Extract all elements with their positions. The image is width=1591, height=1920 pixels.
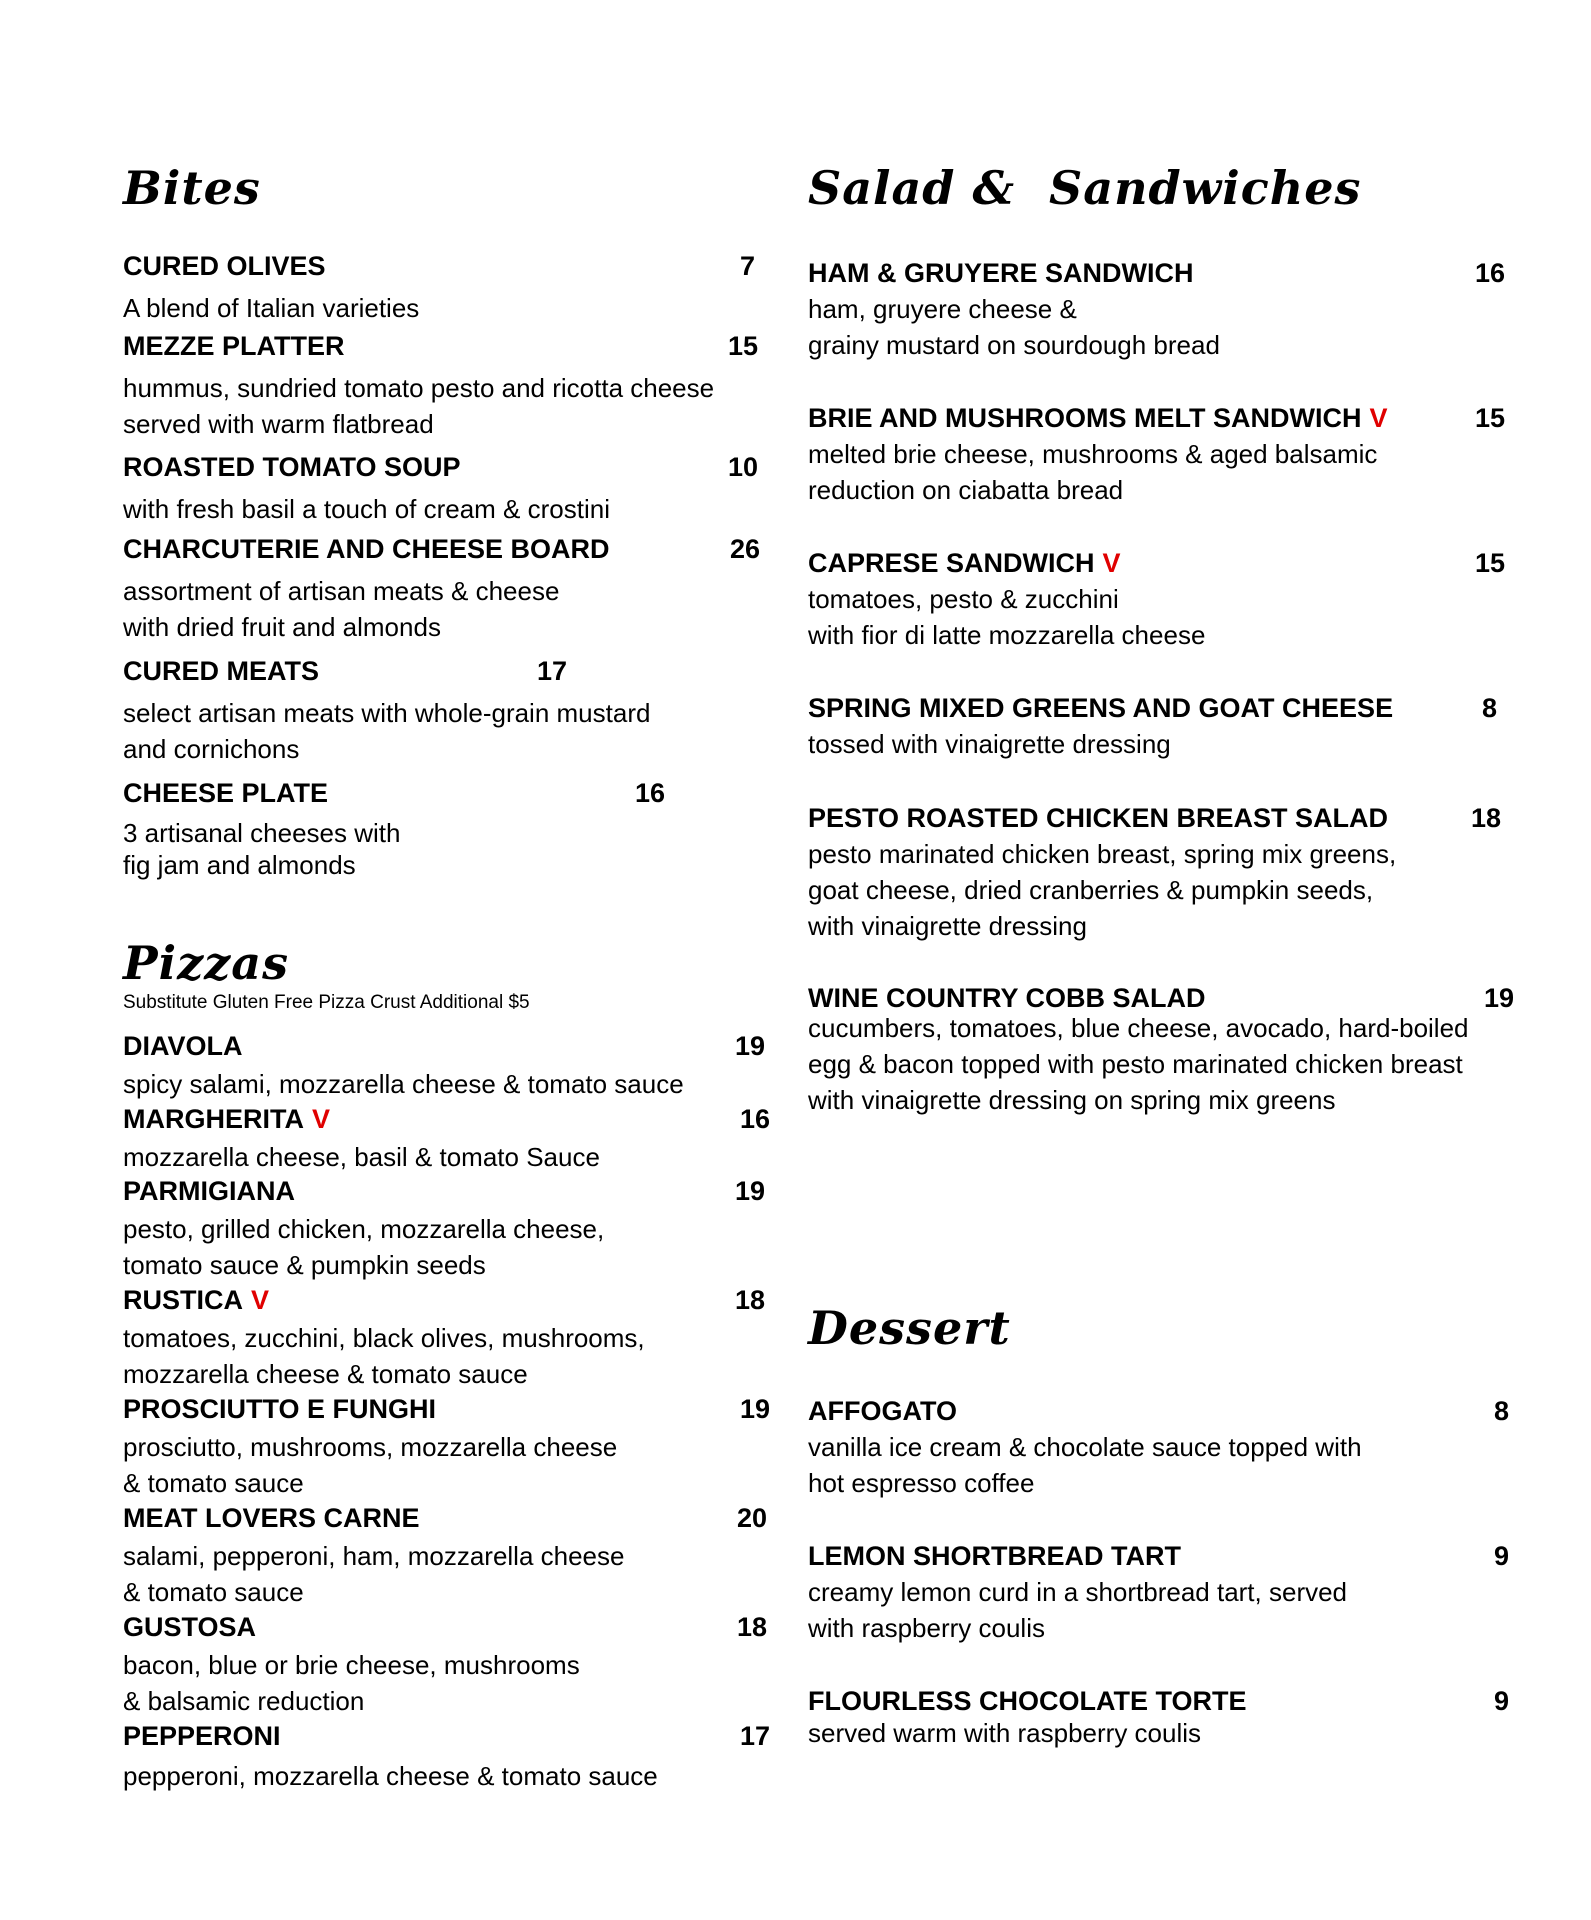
item-price: 15: [1475, 403, 1506, 433]
item-name: CURED MEATS: [123, 656, 320, 686]
item-price: 9: [1494, 1541, 1510, 1571]
item-price: 16: [1475, 258, 1506, 288]
vegetarian-marker: V: [311, 1104, 330, 1134]
item-price: 8: [1494, 1396, 1510, 1426]
item-price: 26: [730, 534, 761, 564]
item-price: 17: [537, 656, 568, 686]
item-name: GUSTOSA: [123, 1612, 257, 1642]
item-name: MARGHERITA V: [123, 1104, 330, 1134]
item-price: 18: [735, 1285, 766, 1315]
item-price: 19: [735, 1176, 766, 1206]
item-name: RUSTICA V: [123, 1285, 270, 1315]
item-name: DIAVOLA: [123, 1031, 243, 1061]
vegetarian-marker: V: [251, 1285, 270, 1315]
item-description: pepperoni, mozzarella cheese & tomato sauce: [123, 1761, 658, 1791]
item-description: 3 artisanal cheeses with fig jam and almonds: [123, 818, 401, 880]
item-name: HAM & GRUYERE SANDWICH: [808, 258, 1194, 288]
item-description: tomatoes, zucchini, black olives, mushrooms, mozzarella cheese & tomato sauce: [123, 1323, 645, 1389]
item-name: PEPPERONI: [123, 1721, 281, 1751]
item-name: BRIE AND MUSHROOMS MELT SANDWICH V: [808, 403, 1388, 433]
bites-title: Bites: [123, 161, 261, 215]
item-price: 10: [728, 452, 759, 482]
item-description: vanilla ice cream & chocolate sauce topped with hot espresso coffee: [808, 1432, 1362, 1498]
item-price: 18: [1471, 803, 1502, 833]
item-price: 18: [737, 1612, 768, 1642]
item-description: ham, gruyere cheese & grainy mustard on sourdough bread: [808, 294, 1220, 360]
item-description: creamy lemon curd in a shortbread tart, served with raspberry coulis: [808, 1577, 1348, 1643]
item-description: melted brie cheese, mushrooms & aged balsamic reduction on ciabatta bread: [808, 439, 1378, 505]
item-description: bacon, blue or brie cheese, mushrooms & balsamic reduction: [123, 1650, 580, 1716]
item-description: pesto, grilled chicken, mozzarella cheese, tomato sauce & pumpkin seeds: [123, 1214, 605, 1280]
item-name: CAPRESE SANDWICH V: [808, 548, 1121, 578]
item-description: A blend of Italian varieties: [123, 293, 420, 323]
item-description: tomatoes, pesto & zucchini with fior di latte mozzarella cheese: [808, 584, 1206, 650]
item-description: hummus, sundried tomato pesto and ricotta cheese served with warm flatbread: [123, 373, 715, 439]
item-description: pesto marinated chicken breast, spring mix greens, goat cheese, dried cranberries & pumpkin seeds, with vinaigrette dressing: [808, 839, 1397, 941]
item-price: 15: [728, 331, 759, 361]
item-price: 9: [1494, 1686, 1510, 1716]
item-description: salami, pepperoni, ham, mozzarella cheese & tomato sauce: [123, 1541, 625, 1607]
item-name: LEMON SHORTBREAD TART: [808, 1541, 1181, 1571]
item-name: AFFOGATO: [808, 1396, 957, 1426]
item-price: 17: [740, 1721, 771, 1751]
salads-title: Salad & Sandwiches: [808, 161, 1362, 215]
item-description: spicy salami, mozzarella cheese & tomato sauce: [123, 1069, 684, 1099]
item-price: 8: [1482, 693, 1498, 723]
item-name: CURED OLIVES: [123, 251, 326, 281]
item-description: prosciutto, mushrooms, mozzarella cheese & tomato sauce: [123, 1432, 618, 1498]
item-name: MEAT LOVERS CARNE: [123, 1503, 420, 1533]
vegetarian-marker: V: [1369, 403, 1388, 433]
item-description: served warm with raspberry coulis: [808, 1718, 1202, 1748]
item-description: select artisan meats with whole-grain mustard and cornichons: [123, 698, 651, 764]
item-name: SPRING MIXED GREENS AND GOAT CHEESE: [808, 693, 1394, 723]
item-description: mozzarella cheese, basil & tomato Sauce: [123, 1142, 600, 1172]
item-description: with fresh basil a touch of cream & crostini: [123, 494, 610, 524]
item-price: 19: [735, 1031, 766, 1061]
item-price: 15: [1475, 548, 1506, 578]
item-name: CHARCUTERIE AND CHEESE BOARD: [123, 534, 610, 564]
item-description: tossed with vinaigrette dressing: [808, 729, 1171, 759]
pizzas-title: Pizzas: [123, 936, 290, 990]
item-price: 16: [740, 1104, 771, 1134]
item-price: 16: [635, 778, 666, 808]
item-name: PARMIGIANA: [123, 1176, 295, 1206]
item-name: PROSCIUTTO E FUNGHI: [123, 1394, 437, 1424]
item-name: ROASTED TOMATO SOUP: [123, 452, 461, 482]
item-name: WINE COUNTRY COBB SALAD: [808, 983, 1206, 1013]
item-name: MEZZE PLATTER: [123, 331, 345, 361]
item-name: FLOURLESS CHOCOLATE TORTE: [808, 1686, 1247, 1716]
item-name: PESTO ROASTED CHICKEN BREAST SALAD: [808, 803, 1389, 833]
gluten-free-note: Substitute Gluten Free Pizza Crust Additional $5: [123, 992, 530, 1013]
item-price: 19: [1484, 983, 1515, 1013]
item-price: 19: [740, 1394, 771, 1424]
item-price: 7: [740, 251, 756, 281]
item-name: CHEESE PLATE: [123, 778, 329, 808]
item-price: 20: [737, 1503, 768, 1533]
dessert-title: Dessert: [808, 1301, 1011, 1355]
item-description: cucumbers, tomatoes, blue cheese, avocado, hard-boiled egg & bacon topped with pesto marinated chicken breast with vinaigrette dressing on spring mix greens: [808, 1013, 1469, 1115]
item-description: assortment of artisan meats & cheese with dried fruit and almonds: [123, 576, 560, 642]
vegetarian-marker: V: [1102, 548, 1121, 578]
